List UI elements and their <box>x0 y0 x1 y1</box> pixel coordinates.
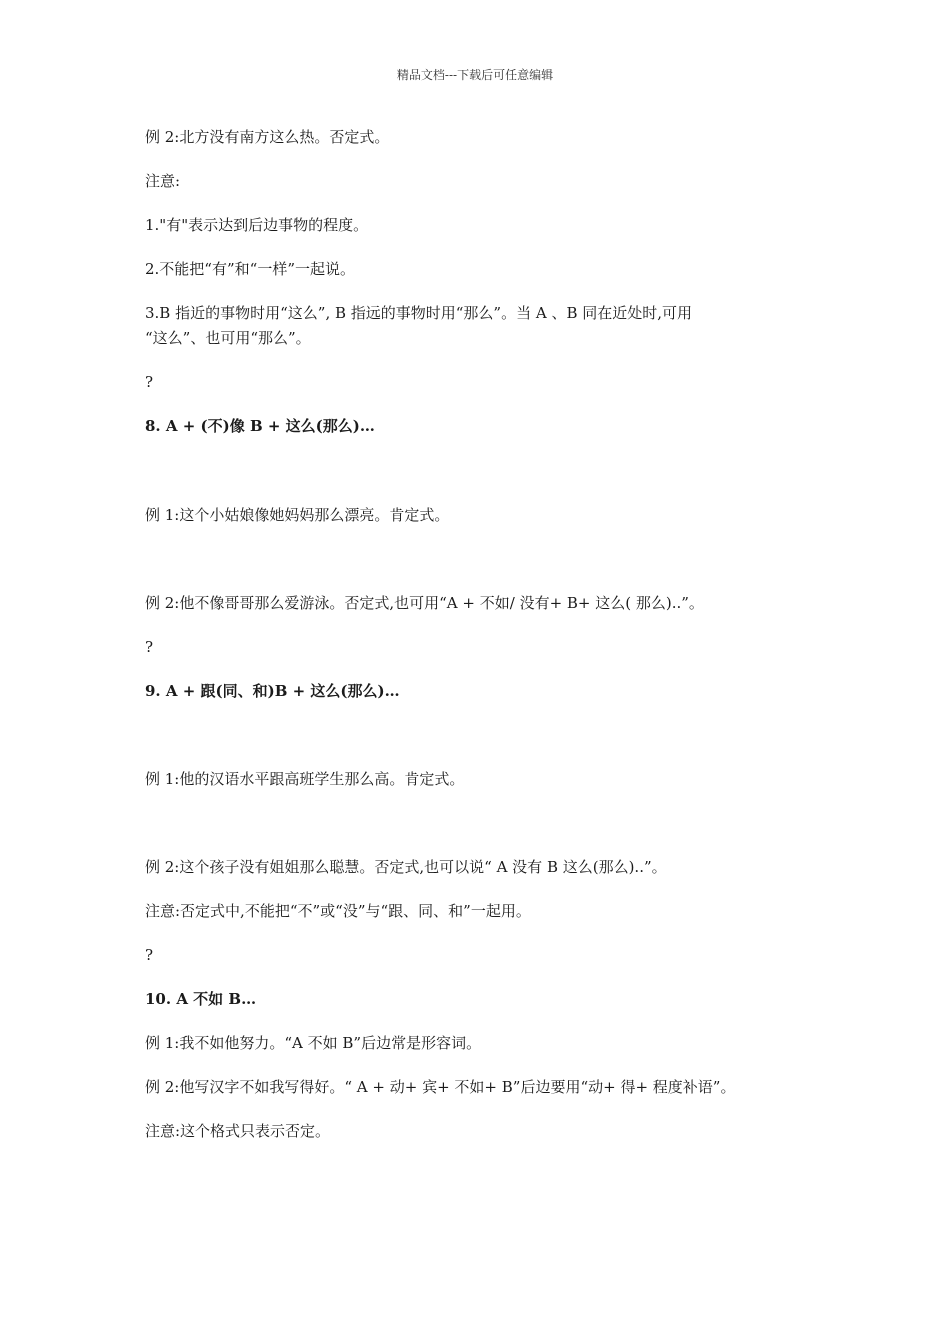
section-10-note: 注意:这个格式只表示否定。 <box>145 1122 331 1140</box>
note-item-2: 2.不能把“有”和“一样”一起说。 <box>145 260 355 278</box>
section-9-example-1: 例 1:他的汉语水平跟高班学生那么高。肯定式。 <box>145 770 465 788</box>
section-10-example-2: 例 2:他写汉字不如我写得好。“ A + 动+ 宾+ 不如+ B”后边要用“动+ 得+ 程度补语”。 <box>145 1078 736 1096</box>
section-9-example-2: 例 2:这个孩子没有姐姐那么聪慧。否定式,也可以说“ A 没有 B 这么(那么)..”。 <box>145 858 667 876</box>
note-label: 注意: <box>145 172 181 190</box>
section-10-example-1: 例 1:我不如他努力。“A 不如 B”后边常是形容词。 <box>145 1034 482 1052</box>
note-item-3-continued: “这么”、也可用“那么”。 <box>145 329 311 347</box>
separator-mark: ? <box>145 373 154 391</box>
note-item-1: 1."有"表示达到后边事物的程度。 <box>145 216 369 234</box>
example-2-north-south: 例 2:北方没有南方这么热。否定式。 <box>145 128 390 146</box>
page-header: 精品文档---下载后可任意编辑 <box>396 68 554 82</box>
section-9-note: 注意:否定式中,不能把“不”或“没”与“跟、同、和”一起用。 <box>145 902 531 920</box>
separator-mark: ? <box>145 946 154 964</box>
section-8-example-1: 例 1:这个小姑娘像她妈妈那么漂亮。肯定式。 <box>145 506 450 524</box>
note-item-3: 3.B 指近的事物时用“这么”, B 指远的事物时用“那么”。当 A 、B 同在近处时,可用 <box>145 304 693 322</box>
section-heading-10: 10. A 不如 B… <box>145 990 257 1008</box>
separator-mark: ? <box>145 638 154 656</box>
section-heading-8: 8. A + (不)像 B + 这么(那么)… <box>145 417 375 435</box>
section-heading-9: 9. A + 跟(同、和)B + 这么(那么)… <box>145 682 400 700</box>
section-8-example-2: 例 2:他不像哥哥那么爱游泳。否定式,也可用“A + 不如/ 没有+ B+ 这么( 那么)..”。 <box>145 594 704 612</box>
